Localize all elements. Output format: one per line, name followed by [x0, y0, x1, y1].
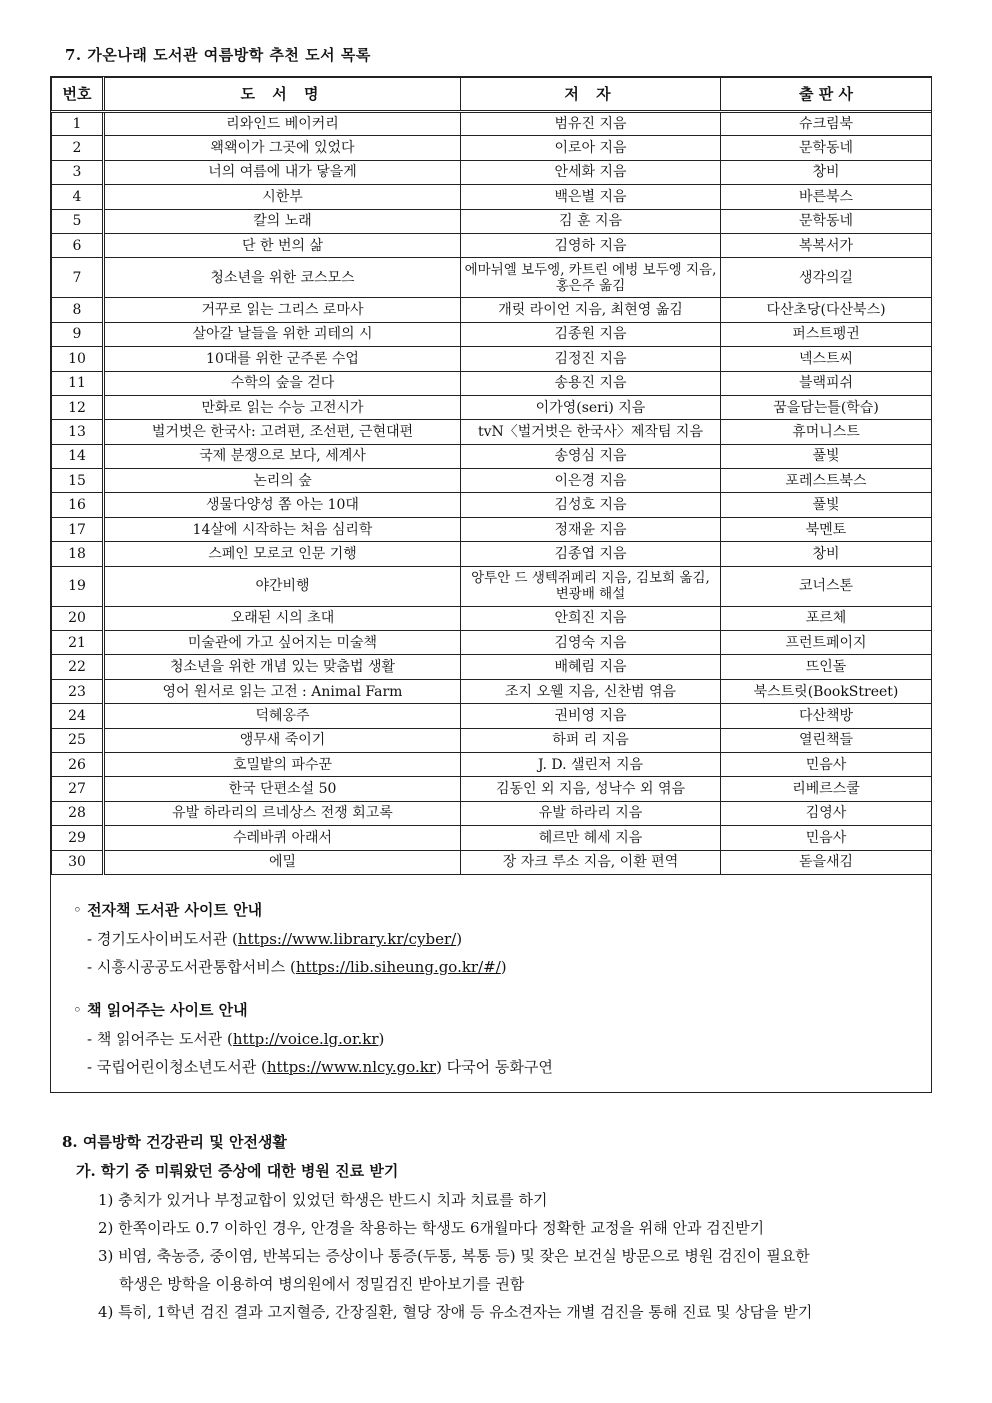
- health-item-3-continued: 학생은 방학을 이용하여 병의원에서 정밀검진 받아보기를 권함: [119, 1275, 525, 1293]
- book-title: 만화로 읽는 수능 고전시가: [104, 395, 461, 419]
- reading-item: [73, 1053, 553, 1081]
- site-guide: [73, 895, 553, 1095]
- book-number: 27: [52, 777, 104, 801]
- table-row: [52, 185, 932, 209]
- book-author: 김정진 지음: [461, 347, 721, 371]
- book-title: 수레바퀴 아래서: [104, 826, 461, 850]
- book-number: 17: [52, 517, 104, 541]
- book-title: 칼의 노래: [104, 209, 461, 233]
- book-number: 9: [52, 322, 104, 346]
- table-row: [52, 209, 932, 233]
- book-author: 개릿 라이언 지음, 최현영 옮김: [461, 298, 721, 322]
- book-number: 24: [52, 704, 104, 728]
- book-publisher: 리베르스쿨: [721, 777, 932, 801]
- book-title: 에밀: [104, 850, 461, 874]
- reading-item-label: - 책 읽어주는 도서관 (: [87, 1030, 233, 1048]
- book-number: 4: [52, 185, 104, 209]
- ebook-item-suffix: ): [456, 930, 463, 948]
- book-title: 너의 여름에 내가 닿을게: [104, 160, 461, 184]
- book-title: 왝왝이가 그곳에 있었다: [104, 136, 461, 160]
- book-title: 생물다양성 쫌 아는 10대: [104, 493, 461, 517]
- header-title: 도 서 명: [104, 78, 461, 112]
- book-title: 14살에 시작하는 처음 심리학: [104, 517, 461, 541]
- table-row: [52, 322, 932, 346]
- book-author: 이은경 지음: [461, 469, 721, 493]
- book-title: 논리의 숲: [104, 469, 461, 493]
- book-number: 14: [52, 444, 104, 468]
- book-number: 7: [52, 258, 104, 298]
- table-header-row: [52, 78, 932, 112]
- health-item-4: 4) 특히, 1학년 검진 결과 고지혈증, 간장질환, 혈당 장애 등 유소견자는 개별 검진을 통해 진료 및 상담을 받기: [98, 1303, 813, 1321]
- ebook-guide: [73, 895, 553, 981]
- book-author: 백은별 지음: [461, 185, 721, 209]
- book-title: 유발 하라리의 르네상스 전쟁 회고록: [104, 801, 461, 825]
- book-table: [51, 77, 932, 875]
- book-title: 10대를 위한 군주론 수업: [104, 347, 461, 371]
- book-author: 김영숙 지음: [461, 631, 721, 655]
- book-publisher: 김영사: [721, 801, 932, 825]
- book-author: 김 훈 지음: [461, 209, 721, 233]
- book-publisher: 창비: [721, 160, 932, 184]
- book-number: 10: [52, 347, 104, 371]
- table-row: [52, 160, 932, 184]
- table-row: [52, 371, 932, 395]
- book-author: 에마뉘엘 보두엥, 카트린 에벙 보두엥 지음, 홍은주 옮김: [461, 258, 721, 298]
- table-row: [52, 493, 932, 517]
- header-publisher: 출 판 사: [721, 78, 932, 112]
- book-publisher: 프런트페이지: [721, 631, 932, 655]
- book-publisher: 문학동네: [721, 209, 932, 233]
- header-number: 번호: [52, 78, 104, 112]
- table-row: [52, 258, 932, 298]
- reading-link[interactable]: http://voice.lg.or.kr: [232, 1030, 379, 1048]
- ebook-link[interactable]: https://www.library.kr/cyber/: [237, 930, 457, 948]
- section8-title: 8. 여름방학 건강관리 및 안전생활: [62, 1133, 287, 1151]
- book-publisher: 열린책들: [721, 728, 932, 752]
- book-title: 단 한 번의 삶: [104, 233, 461, 257]
- header-author: 저 자: [461, 78, 721, 112]
- book-author: 김종엽 지음: [461, 542, 721, 566]
- table-row: [52, 606, 932, 630]
- ebook-item-suffix: ): [500, 958, 507, 976]
- book-publisher: 문학동네: [721, 136, 932, 160]
- book-author: 이로아 지음: [461, 136, 721, 160]
- book-publisher: 퍼스트펭귄: [721, 322, 932, 346]
- book-title: 리와인드 베이커리: [104, 112, 461, 136]
- table-row: [52, 347, 932, 371]
- reading-item: [73, 1025, 553, 1053]
- table-row: [52, 112, 932, 136]
- ebook-item: [73, 953, 553, 981]
- book-publisher: 다산초당(다산북스): [721, 298, 932, 322]
- ebook-item: [73, 925, 553, 953]
- book-title: 한국 단편소설 50: [104, 777, 461, 801]
- book-publisher: 풀빛: [721, 493, 932, 517]
- book-number: 5: [52, 209, 104, 233]
- book-title: 호밀밭의 파수꾼: [104, 752, 461, 776]
- table-row: [52, 444, 932, 468]
- book-publisher: 복복서가: [721, 233, 932, 257]
- table-row: [52, 420, 932, 444]
- book-title: 수학의 숲을 걷다: [104, 371, 461, 395]
- book-author: J. D. 샐린저 지음: [461, 752, 721, 776]
- book-author: 배혜림 지음: [461, 655, 721, 679]
- book-number: 16: [52, 493, 104, 517]
- book-author: 송영심 지음: [461, 444, 721, 468]
- table-row: [52, 777, 932, 801]
- book-number: 6: [52, 233, 104, 257]
- book-number: 29: [52, 826, 104, 850]
- reading-guide: [73, 995, 553, 1081]
- table-row: [52, 826, 932, 850]
- book-author: 안세화 지음: [461, 160, 721, 184]
- book-publisher: 블랙피쉬: [721, 371, 932, 395]
- table-row: [52, 704, 932, 728]
- book-author: 송용진 지음: [461, 371, 721, 395]
- table-row: [52, 136, 932, 160]
- reading-link[interactable]: https://www.nlcy.go.kr: [266, 1058, 437, 1076]
- reading-item-suffix: ) 다국어 동화구연: [436, 1058, 553, 1076]
- table-row: [52, 233, 932, 257]
- book-publisher: 포레스트북스: [721, 469, 932, 493]
- table-row: [52, 850, 932, 874]
- book-publisher: 다산책방: [721, 704, 932, 728]
- book-title: 시한부: [104, 185, 461, 209]
- book-author: 앙투안 드 생텍쥐페리 지음, 김보희 옮김, 변광배 해설: [461, 566, 721, 606]
- book-author: tvN〈벌거벗은 한국사〉제작팀 지음: [461, 420, 721, 444]
- book-number: 3: [52, 160, 104, 184]
- book-number: 26: [52, 752, 104, 776]
- book-publisher: 바른북스: [721, 185, 932, 209]
- book-list-frame: [50, 76, 932, 1093]
- book-number: 28: [52, 801, 104, 825]
- book-number: 21: [52, 631, 104, 655]
- health-item-3: 3) 비염, 축농증, 중이염, 반복되는 증상이나 통증(두통, 복통 등) 및 잦은 보건실 방문으로 병원 검진이 필요한: [98, 1247, 810, 1265]
- book-number: 20: [52, 606, 104, 630]
- book-title: 미술관에 가고 싶어지는 미술책: [104, 631, 461, 655]
- book-publisher: 생각의길: [721, 258, 932, 298]
- health-section: [62, 1128, 952, 1326]
- book-title: 영어 원서로 읽는 고전 : Animal Farm: [104, 679, 461, 703]
- book-number: 18: [52, 542, 104, 566]
- book-author: 유발 하라리 지음: [461, 801, 721, 825]
- table-row: [52, 679, 932, 703]
- book-author: 김종원 지음: [461, 322, 721, 346]
- book-publisher: 포르체: [721, 606, 932, 630]
- book-publisher: 휴머니스트: [721, 420, 932, 444]
- health-item-2: 2) 한쪽이라도 0.7 이하인 경우, 안경을 착용하는 학생도 6개월마다 정확한 교정을 위해 안과 검진받기: [98, 1219, 765, 1237]
- book-author: 권비영 지음: [461, 704, 721, 728]
- book-title: 청소년을 위한 코스모스: [104, 258, 461, 298]
- reading-item-suffix: ): [378, 1030, 385, 1048]
- book-author: 안희진 지음: [461, 606, 721, 630]
- book-number: 1: [52, 112, 104, 136]
- book-title: 스페인 모로코 인문 기행: [104, 542, 461, 566]
- book-author: 하퍼 리 지음: [461, 728, 721, 752]
- table-row: [52, 298, 932, 322]
- book-title: 앵무새 죽이기: [104, 728, 461, 752]
- book-publisher: 넥스트씨: [721, 347, 932, 371]
- table-row: [52, 655, 932, 679]
- book-publisher: 북스트릿(BookStreet): [721, 679, 932, 703]
- book-publisher: 민음사: [721, 826, 932, 850]
- table-row: [52, 395, 932, 419]
- book-author: 범유진 지음: [461, 112, 721, 136]
- book-publisher: 돋을새김: [721, 850, 932, 874]
- table-row: [52, 542, 932, 566]
- book-publisher: 뜨인돌: [721, 655, 932, 679]
- book-author: 이가영(seri) 지음: [461, 395, 721, 419]
- reading-item-label: - 국립어린이청소년도서관 (: [87, 1058, 267, 1076]
- book-title: 야간비행: [104, 566, 461, 606]
- ebook-link[interactable]: https://lib.siheung.go.kr/#/: [295, 958, 501, 976]
- table-row: [52, 517, 932, 541]
- book-number: 23: [52, 679, 104, 703]
- book-author: 조지 오웰 지음, 신찬범 엮음: [461, 679, 721, 703]
- book-title: 살아갈 날들을 위한 괴테의 시: [104, 322, 461, 346]
- book-number: 19: [52, 566, 104, 606]
- book-number: 15: [52, 469, 104, 493]
- book-title: 거꾸로 읽는 그리스 로마사: [104, 298, 461, 322]
- ebook-item-label: - 경기도사이버도서관 (: [87, 930, 238, 948]
- book-number: 8: [52, 298, 104, 322]
- table-row: [52, 469, 932, 493]
- book-number: 12: [52, 395, 104, 419]
- book-author: 김영하 지음: [461, 233, 721, 257]
- ebook-heading: ◦ 전자책 도서관 사이트 안내: [73, 901, 263, 919]
- book-table-body: [52, 112, 932, 875]
- table-row: [52, 566, 932, 606]
- book-author: 김동인 외 지음, 성낙수 외 엮음: [461, 777, 721, 801]
- table-row: [52, 801, 932, 825]
- book-author: 헤르만 헤세 지음: [461, 826, 721, 850]
- book-title: 덕혜옹주: [104, 704, 461, 728]
- book-publisher: 풀빛: [721, 444, 932, 468]
- table-row: [52, 752, 932, 776]
- book-number: 22: [52, 655, 104, 679]
- book-author: 김성호 지음: [461, 493, 721, 517]
- book-author: 장 자크 루소 지음, 이환 편역: [461, 850, 721, 874]
- book-publisher: 민음사: [721, 752, 932, 776]
- book-number: 2: [52, 136, 104, 160]
- book-publisher: 슈크림북: [721, 112, 932, 136]
- book-author: 정재윤 지음: [461, 517, 721, 541]
- health-item-1: 1) 충치가 있거나 부정교합이 있었던 학생은 반드시 치과 치료를 하기: [98, 1191, 548, 1209]
- table-row: [52, 631, 932, 655]
- book-number: 13: [52, 420, 104, 444]
- ebook-item-label: - 시흥시공공도서관통합서비스 (: [87, 958, 296, 976]
- book-title: 청소년을 위한 개념 있는 맞춤법 생활: [104, 655, 461, 679]
- book-publisher: 꿈을담는틀(학습): [721, 395, 932, 419]
- book-title: 오래된 시의 초대: [104, 606, 461, 630]
- book-number: 30: [52, 850, 104, 874]
- book-publisher: 북멘토: [721, 517, 932, 541]
- reading-heading: ◦ 책 읽어주는 사이트 안내: [73, 1001, 248, 1019]
- book-publisher: 창비: [721, 542, 932, 566]
- book-number: 11: [52, 371, 104, 395]
- book-publisher: 코너스톤: [721, 566, 932, 606]
- section8-subtitle: 가. 학기 중 미뤄왔던 증상에 대한 병원 진료 받기: [76, 1162, 399, 1180]
- book-number: 25: [52, 728, 104, 752]
- table-row: [52, 728, 932, 752]
- section7-title: 7. 가온나래 도서관 여름방학 추천 도서 목록: [65, 46, 371, 64]
- book-title: 벌거벗은 한국사: 고려편, 조선편, 근현대편: [104, 420, 461, 444]
- book-title: 국제 분쟁으로 보다, 세계사: [104, 444, 461, 468]
